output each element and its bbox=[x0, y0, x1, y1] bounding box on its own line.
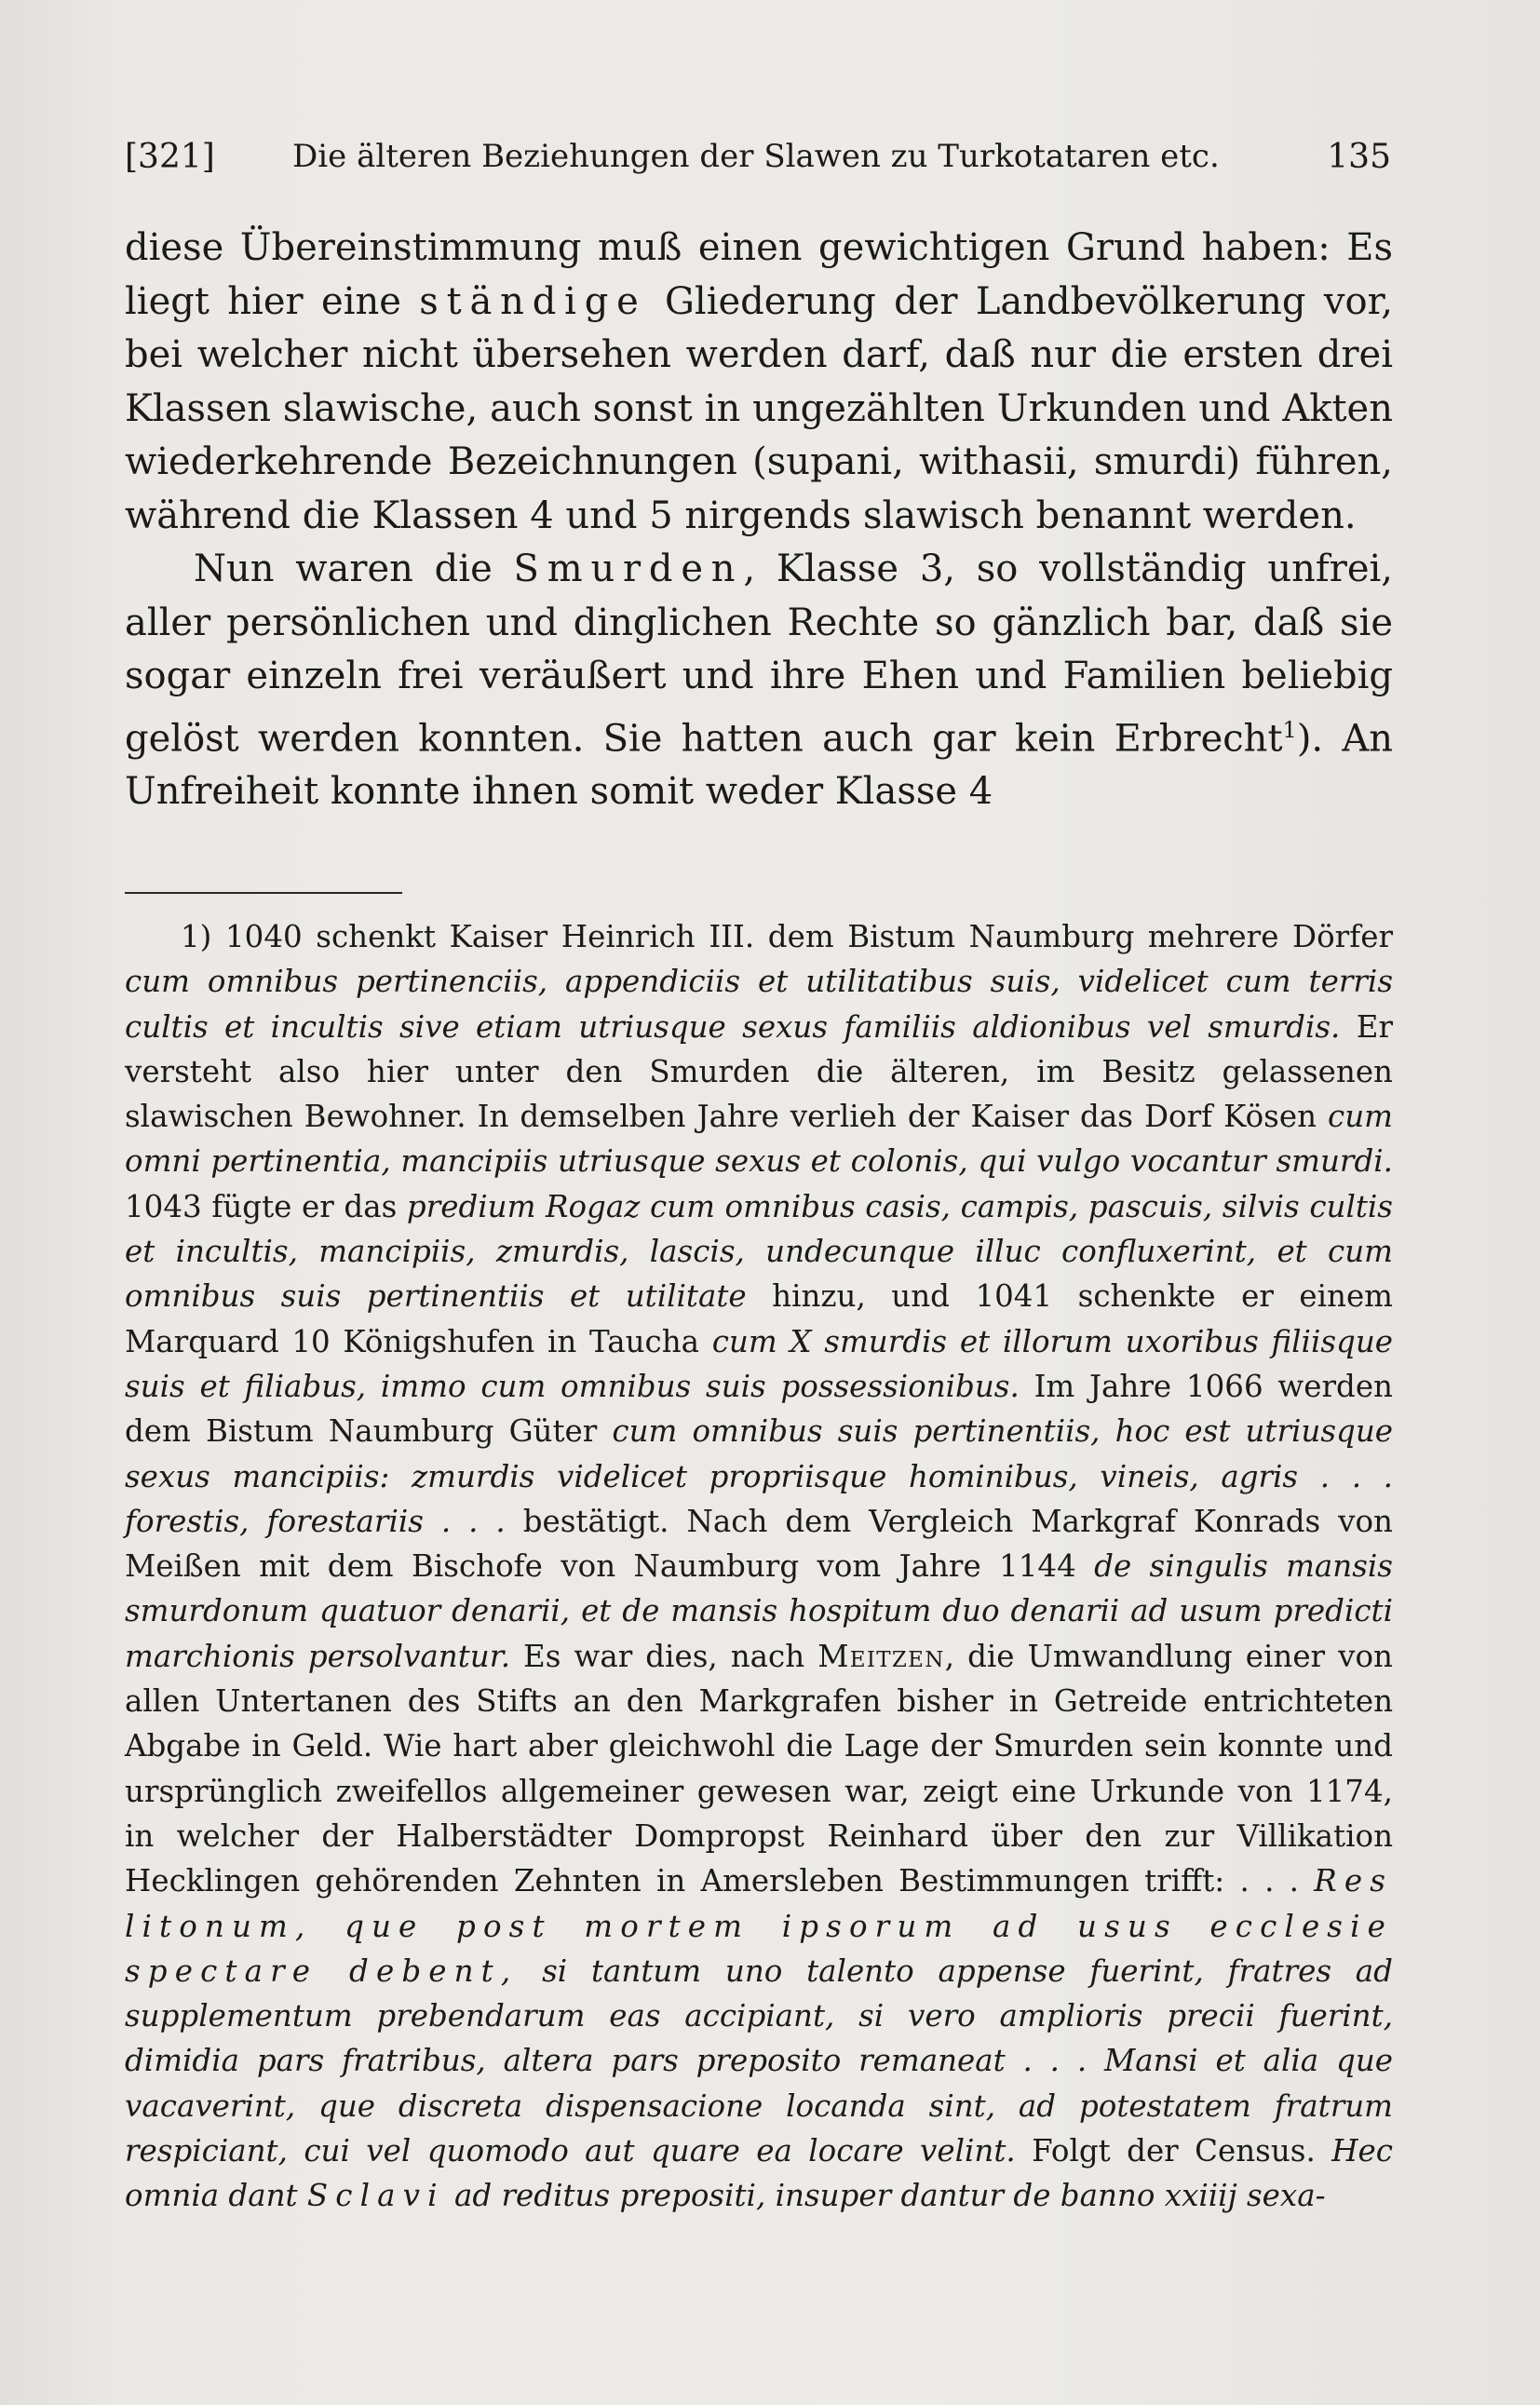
footnote-text: Er versteht also hier unter den Smurden die älteren, im Besitz gelassenen slawischen Bewohner. In demselben Jahre verlieh der Kaiser das Dorf Kösen bbox=[125, 1008, 1393, 1135]
emphasis-staendige: ständige bbox=[419, 279, 647, 323]
footnote-text: bestätigt. Nach dem Vergleich Markgraf Konrads von Meißen mit dem Bischofe von Naumburg vom Jahre 1144 bbox=[125, 1503, 1393, 1585]
footnote-text: Es war dies, nach bbox=[510, 1638, 818, 1674]
footnote-text: , die Umwandlung einer von allen Untertanen des Stifts an den Markgrafen bisher in Getreide entrichteten Abgabe in Geld. Wie hart aber gleichwohl die Lage der Smurden sein konnte und ursprünglich zweifellos allgemeiner gewesen war, zeigt eine Urkunde von 1174, in welcher der Halberstädter Dompropst Reinhard über den zur Villikation Hecklingen gehörenden Zehnten in Amersleben Bestimmungen trifft: . . . bbox=[125, 1638, 1393, 1899]
footnote-text: 1) 1040 schenkt Kaiser Heinrich III. dem Bistum Naumburg mehrere Dörfer bbox=[181, 919, 1393, 954]
paragraph-1-rest: Gliederung der Landbevölkerung vor, bei welcher nicht übersehen werden darf, daß nur die ersten drei Klassen slawische, auch sonst in ungezählten Urkunden und Akten wiederkehrende Bezeichnungen (supani, withasii, smurdi) führen, während die Klassen 4 und 5 nirgends slawisch benannt werden. bbox=[125, 279, 1394, 537]
footnote-latin: de singulis mansis smurdonum quatuor denarii, et de mansis hospitum duo denarii ad usum predicti marchionis persolvantur. bbox=[125, 1548, 1393, 1674]
page-number: 135 bbox=[1327, 138, 1391, 176]
paragraph-1 bbox=[125, 222, 1393, 543]
footnote-latin: Hec omnia dant bbox=[125, 2133, 1393, 2214]
footnote-divider bbox=[125, 892, 402, 894]
paragraph-2-end: ). An Unfreiheit konnte ihnen somit weder Klasse 4 bbox=[125, 716, 1394, 814]
footnote bbox=[125, 914, 1393, 2219]
footnote-latin: cum X smurdis et illorum uxoribus filiisque suis et filiabus, immo cum omnibus suis possessionibus. bbox=[125, 1323, 1393, 1404]
paragraph-2 bbox=[125, 543, 1393, 819]
footnote-text: 1043 fügte er das bbox=[125, 1188, 407, 1224]
paragraph-1-start: diese Übereinstimmung muß einen gewichtigen Grund haben: Es liegt hier eine bbox=[125, 226, 1393, 323]
footnote-text: Folgt der Census. bbox=[1015, 2133, 1332, 2169]
footnote-latin-spaced: Sclavi bbox=[306, 2178, 445, 2214]
main-text bbox=[125, 222, 1393, 819]
footnote-text: hinzu, und 1041 schenkte er einem Marquard 10 Königshufen in Taucha bbox=[125, 1278, 1393, 1359]
footnote-latin: cum omnibus suis pertinentiis, hoc est utriusque sexus mancipiis: zmurdis videlicet propriisque hominibus, vineis, agris . . . forestis, forestariis . . . bbox=[125, 1413, 1393, 1539]
running-title: Die älteren Beziehungen der Slawen zu Turkotataren etc. bbox=[292, 138, 1220, 175]
page-header bbox=[125, 138, 1391, 184]
page-bracket-number: [321] bbox=[125, 138, 215, 176]
footnote-latin: predium Rogaz cum omnibus casis, campis, pascuis, silvis cultis et incultis, mancipiis, zmurdis, lascis, undecunque illuc confluxerint, et cum omnibus suis pertinentiis et utilitate bbox=[125, 1188, 1393, 1315]
paragraph-2-rest: , Klasse 3, so vollständig unfrei, aller persönlichen und dinglichen Rechte so gänzlich bar, daß sie sogar einzeln frei veräußert und ihre Ehen und Familien beliebig gelöst werden konnten. Sie hatten auch gar kein Erbrecht bbox=[125, 547, 1394, 760]
footnote-text: Im Jahre 1066 werden dem Bistum Naumburg Güter bbox=[125, 1368, 1393, 1450]
footnote-latin-spaced: Res litonum, que post mortem ipsorum ad usus ecclesie spectare debent, bbox=[125, 1863, 1393, 1989]
emphasis-smurden: Smurden bbox=[513, 547, 744, 590]
paragraph-2-start: Nun waren die bbox=[194, 547, 514, 590]
footnote-1 bbox=[125, 914, 1393, 2219]
author-name-meitzen: Meitzen bbox=[817, 1638, 945, 1674]
footnote-latin: cum omnibus pertinenciis, appendiciis et utilitatibus suis, videlicet cum terris cultis et incultis sive etiam utriusque sexus familiis aldionibus vel smurdis. bbox=[125, 964, 1393, 1045]
footnote-latin: ad reditus prepositi, insuper dantur de banno xxiiij sexa- bbox=[444, 2178, 1326, 2214]
footnote-latin: cum omni pertinentia, mancipiis utriusque sexus et colonis, qui vulgo vocantur smurdi. bbox=[125, 1099, 1393, 1180]
footnote-latin: si tantum uno talento appense fuerint, fratres ad supplementum prebendarum eas accipiant, si vero amplioris precii fuerint, dimidia pars fratribus, altera pars preposito remaneat . . . Mansi et alia que vacaverint, que discreta dispensacione locanda sint, ad potestatem fratrum respiciant, cui vel quomodo aut quare ea locare velint. bbox=[125, 1952, 1393, 2169]
footnote-ref: 1 bbox=[1282, 716, 1297, 743]
